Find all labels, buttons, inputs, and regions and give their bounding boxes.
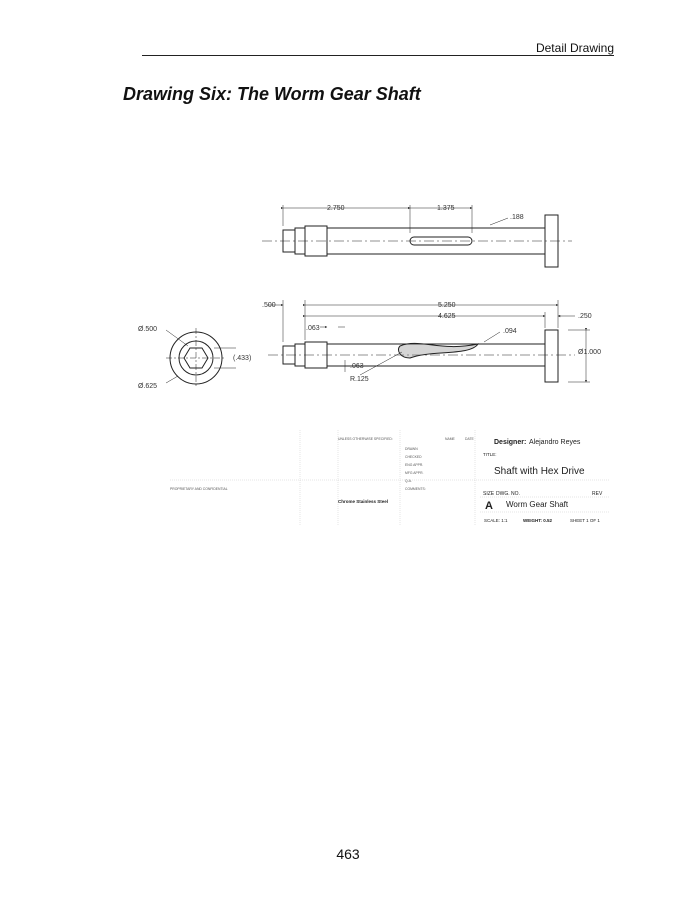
dim-diam-625: Ø.625 xyxy=(138,383,158,390)
front-view xyxy=(268,300,590,382)
dim-5250: 5.250 xyxy=(438,302,456,309)
tb-name-col: NAME xyxy=(445,437,455,441)
tb-size: A xyxy=(485,500,493,512)
dim-1375: 1.375 xyxy=(437,205,455,212)
dim-500: .500 xyxy=(262,302,276,309)
tb-drawn: DRAWN xyxy=(405,447,418,451)
tb-scale: SCALE: 1:1 xyxy=(484,518,508,523)
tb-title: Shaft with Hex Drive xyxy=(494,466,585,477)
tb-designer-label: Designer: xyxy=(494,439,527,446)
dim-4625: 4.625 xyxy=(438,313,456,320)
page-number: 463 xyxy=(336,846,360,862)
dim-188: .188 xyxy=(510,214,524,221)
tb-qa: Q.A. xyxy=(405,479,412,483)
end-view xyxy=(166,328,236,388)
tb-rev-label: REV xyxy=(592,491,603,497)
tb-size-label: SIZE xyxy=(483,491,495,497)
dim-063-b: .063 xyxy=(350,363,364,370)
dim-diam-500: Ø.500 xyxy=(138,326,158,333)
header-section-label: Detail Drawing xyxy=(535,41,614,55)
dim-radius: R.125 xyxy=(350,376,369,383)
tb-designer-name: Alejandro Reyes xyxy=(529,439,581,446)
tb-material: Chrome Stainless Steel xyxy=(338,499,389,504)
top-view xyxy=(262,205,572,267)
tb-mfg-appr: MFG APPR. xyxy=(405,471,424,475)
tb-comments: COMMENTS: xyxy=(405,487,426,491)
dim-250: .250 xyxy=(578,313,592,320)
tb-checked: CHECKED xyxy=(405,455,422,459)
dim-063-a: .063 xyxy=(306,325,320,332)
dim-094: .094 xyxy=(503,328,517,335)
tb-weight: WEIGHT: 0.52 xyxy=(523,518,553,523)
tb-unless: UNLESS OTHERWISE SPECIFIED: xyxy=(338,437,393,441)
dim-hex-433: (.433) xyxy=(233,355,252,362)
dim-2750: 2.750 xyxy=(327,205,345,212)
chapter-title: Drawing Six: The Worm Gear Shaft xyxy=(123,84,421,104)
tb-date-col: DATE xyxy=(465,437,474,441)
tb-sheet: SHEET 1 OF 1 xyxy=(570,518,600,523)
tb-dwg-no-label: DWG. NO. xyxy=(496,491,520,497)
dim-diam-1000: Ø1.000 xyxy=(578,349,601,356)
tb-part-name: Worm Gear Shaft xyxy=(506,500,569,509)
tb-eng-appr: ENG APPR. xyxy=(405,463,424,467)
tb-proprietary: PROPRIETARY AND CONFIDENTIAL xyxy=(170,487,228,491)
tb-title-label: TITLE: xyxy=(483,452,497,457)
